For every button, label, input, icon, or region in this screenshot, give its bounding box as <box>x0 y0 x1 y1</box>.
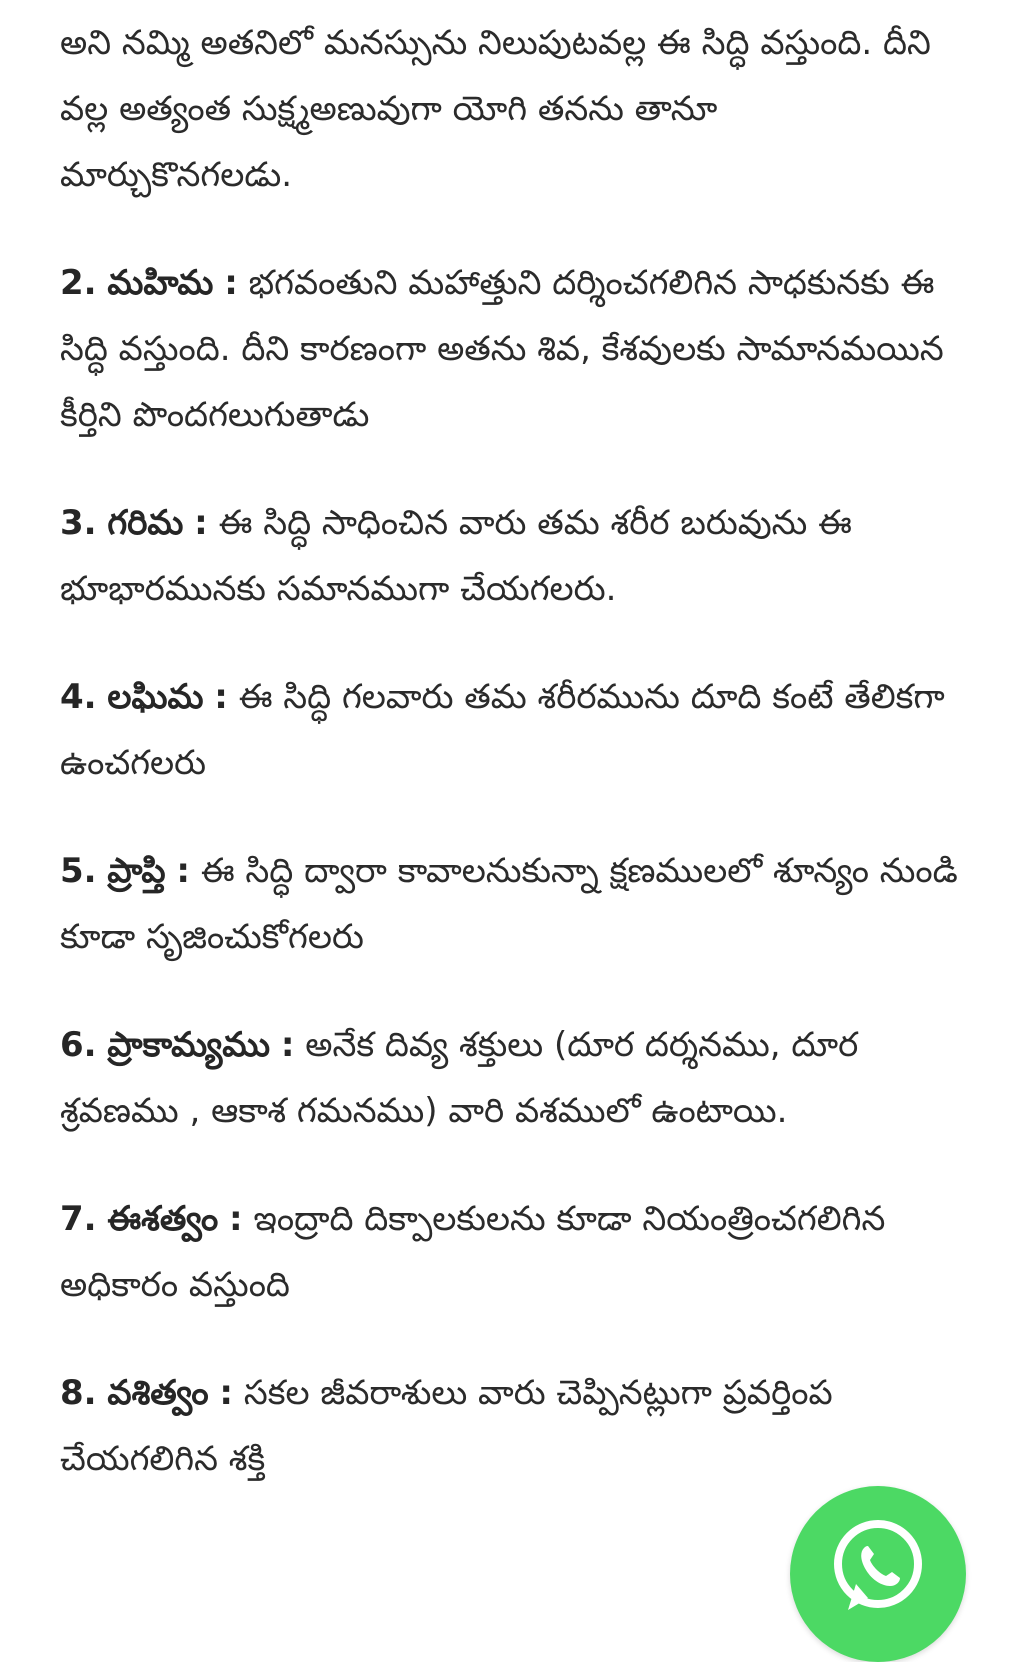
siddhi-term: ఈశత్వం <box>107 1199 219 1239</box>
siddhi-description: ఈ సిద్ధి గలవారు తమ శరీరమును దూది కంటే తేలికగా ఉంచగలరు <box>60 677 945 783</box>
siddhi-item-3 <box>60 490 960 622</box>
siddhi-description: భగవంతుని మహాత్తుని దర్శించగలిగిన సాధకునకు ఈ సిద్ధి వస్తుంది. దీని కారణంగా అతను శివ, కేశవులకు సామానమయిన కీర్తిని పొందగలుగుతాడు <box>60 263 944 435</box>
siddhi-description: ఈ సిద్ధి ద్వారా కావాలనుకున్నా క్షణములలో శూన్యం నుండి కూడా సృజించుకోగలరు <box>60 851 958 957</box>
siddhi-colon: : <box>214 677 228 717</box>
siddhi-colon: : <box>176 851 190 891</box>
siddhi-description: సకల జీవరాశులు వారు చెప్పినట్లుగా ప్రవర్తింప చేయగలిగిన శక్తి <box>60 1373 833 1479</box>
siddhi-colon: : <box>224 263 238 303</box>
siddhi-colon: : <box>280 1025 295 1065</box>
siddhi-term: ప్రాకామ్యము <box>107 1025 271 1065</box>
siddhi-item-7 <box>60 1186 960 1318</box>
siddhi-number: 8. <box>60 1373 97 1413</box>
siddhi-number: 3. <box>60 503 97 543</box>
siddhi-term: గరిమ <box>107 503 184 543</box>
siddhi-term: వశిత్వం <box>107 1373 209 1413</box>
intro-paragraph: అని నమ్మి అతనిలో మనస్సును నిలుపుటవల్ల ఈ సిద్ధి వస్తుంది. దీని వల్ల అత్యంత సుక్ష్మఅణువుగా యోగి తనను తానూ మార్చుకొనగలడు. <box>60 23 931 195</box>
siddhi-number: 4. <box>60 677 97 717</box>
siddhi-item-8 <box>60 1360 960 1492</box>
siddhi-number: 2. <box>60 263 97 303</box>
siddhi-description: ఇంద్రాది దిక్పాలకులను కూడా నియంత్రించగలిగిన అధికారం వస్తుంది <box>60 1199 886 1305</box>
siddhi-number: 6. <box>60 1025 97 1065</box>
whatsapp-share-button[interactable] <box>790 1486 966 1662</box>
siddhi-item-4 <box>60 664 960 796</box>
siddhi-colon: : <box>229 1199 243 1239</box>
siddhi-item-6 <box>60 1012 960 1144</box>
siddhi-description: ఈ సిద్ధి సాధించిన వారు తమ శరీర బరువును ఈ భూభారమునకు సమానముగా చేయగలరు. <box>60 503 852 609</box>
siddhi-item-5 <box>60 838 960 970</box>
siddhi-term: ప్రాప్తి <box>107 851 166 891</box>
siddhi-number: 7. <box>60 1199 97 1239</box>
siddhi-term: లఘిమ <box>107 677 204 717</box>
siddhi-term: మహిమ <box>107 263 214 303</box>
siddhi-item-2 <box>60 250 960 448</box>
siddhi-description: అనేక దివ్య శక్తులు (దూర దర్శనము, దూర శ్రవణము , ఆకాశ గమనము) వారి వశములో ఉంటాయి. <box>60 1025 859 1131</box>
siddhi-number: 5. <box>60 851 97 891</box>
siddhi-colon: : <box>194 503 208 543</box>
article-body <box>60 0 960 1492</box>
siddhi-colon: : <box>219 1373 234 1413</box>
whatsapp-icon <box>826 1514 930 1618</box>
